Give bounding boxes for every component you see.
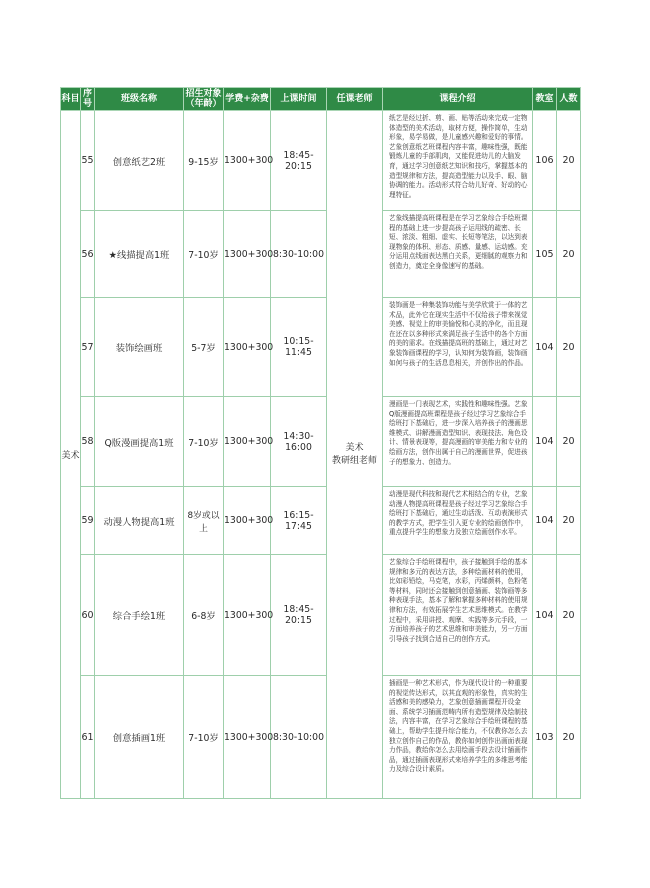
header-count: 人数 <box>557 88 581 111</box>
table-row <box>61 676 581 799</box>
header-room: 教室 <box>533 88 557 111</box>
table-row <box>61 111 581 211</box>
class-name-cell: ★线描提高1班 <box>95 211 184 298</box>
seq-cell: 56 <box>81 211 95 298</box>
count-cell: 20 <box>557 298 581 397</box>
count-cell: 20 <box>557 397 581 487</box>
intro-cell: 动漫是现代科技和现代艺术相结合的专业，艺象动漫人物提高班课程是孩子经过学习艺象综合手绘班打下基础后，通过生动活泼、互动表演形式的教学方式，把学生引入更专业的绘画创作中，重点提升学生的想象力及独立绘画创作水平。 <box>383 487 533 555</box>
table-row <box>61 211 581 298</box>
header-teacher: 任课老师 <box>327 88 383 111</box>
time-cell: 10:15-11:45 <box>271 298 327 397</box>
fee-cell: 1300+300 <box>224 676 271 799</box>
count-cell: 20 <box>557 211 581 298</box>
header-intro: 课程介绍 <box>383 88 533 111</box>
seq-cell: 57 <box>81 298 95 397</box>
class-name-cell: 动漫人物提高1班 <box>95 487 184 555</box>
seq-cell: 60 <box>81 555 95 676</box>
age-cell: 7-10岁 <box>184 211 224 298</box>
time-cell: 8:30-10:00 <box>271 211 327 298</box>
count-cell: 20 <box>557 487 581 555</box>
room-cell: 104 <box>533 397 557 487</box>
table-row <box>61 397 581 487</box>
age-cell: 7-10岁 <box>184 676 224 799</box>
subject-cell: 美术 <box>61 111 81 799</box>
header-class-name: 班级名称 <box>95 88 184 111</box>
seq-cell: 55 <box>81 111 95 211</box>
fee-cell: 1300+300 <box>224 487 271 555</box>
intro-cell: 纸艺是经过折、剪、画、贴等活动来完成一定物体造型的美术活动，取材方便，操作简单，生动形象，易学易做，是儿童感兴趣和爱好的事情。艺象创意纸艺班课程内容丰富，趣味性强，既能锻炼儿童的手部肌肉，又能促进幼儿的大脑发育，通过学习创意纸艺知识和技巧，掌握基本的造型规律和方法，提高造型能力以及手、眼、脑协调的能力。活动形式符合幼儿好奇、好动的心理特征。 <box>383 111 533 211</box>
fee-cell: 1300+300 <box>224 211 271 298</box>
room-cell: 104 <box>533 487 557 555</box>
fee-cell: 1300+300 <box>224 298 271 397</box>
intro-cell: 艺象综合手绘班课程中，孩子接触到手绘的基本规律和多元的表达方法，多种绘画材料的使用，比如彩铅绘，马克笔，水彩，丙烯颜料，色粉笔等材料，同时还会接触到创意插画、装饰画等多种表现手法，基本了解和掌握多种材料的使用规律和方法，有效拓展学生艺术思维模式。在教学过程中，采用讲授、观摩、实践等多元手段，一方面培养孩子的艺术思维和审美能力，另一方面引导孩子找到合适自己的创作方式。 <box>383 555 533 676</box>
room-cell: 104 <box>533 298 557 397</box>
fee-cell: 1300+300 <box>224 111 271 211</box>
intro-cell: 插画是一种艺术形式，作为现代设计的一种重要的视觉传达形式，以其直观的形象性，真实的生活感和美的感染力，艺象创意插画课程开设金面、系统学习插画范畴内所有造型规律及绘制技法，内容丰富，在学习艺象综合手绘班课程的基础上，帮助学生提升综合能力，不仅教你怎么去独立创作自己的作品，教你如何创作出画面表现力作品，教给你怎么去用绘画手段去设计插画作品，通过插画表现形式来培养学生的多维思考能力及综合设计素质。 <box>383 676 533 799</box>
fee-cell: 1300+300 <box>224 397 271 487</box>
room-cell: 103 <box>533 676 557 799</box>
count-cell: 20 <box>557 111 581 211</box>
room-cell: 106 <box>533 111 557 211</box>
age-cell: 6-8岁 <box>184 555 224 676</box>
seq-cell: 61 <box>81 676 95 799</box>
room-cell: 105 <box>533 211 557 298</box>
class-name-cell: Q版漫画提高1班 <box>95 397 184 487</box>
table-row <box>61 555 581 676</box>
time-cell: 8:30-10:00 <box>271 676 327 799</box>
room-cell: 104 <box>533 555 557 676</box>
age-cell: 5-7岁 <box>184 298 224 397</box>
age-cell: 9-15岁 <box>184 111 224 211</box>
age-cell: 7-10岁 <box>184 397 224 487</box>
table-header-row <box>61 88 581 111</box>
count-cell: 20 <box>557 676 581 799</box>
seq-cell: 59 <box>81 487 95 555</box>
age-cell: 8岁或以上 <box>184 487 224 555</box>
time-cell: 18:45-20:15 <box>271 111 327 211</box>
class-name-cell: 综合手绘1班 <box>95 555 184 676</box>
seq-cell: 58 <box>81 397 95 487</box>
table-row <box>61 487 581 555</box>
header-time: 上课时间 <box>271 88 327 111</box>
time-cell: 16:15-17:45 <box>271 487 327 555</box>
time-cell: 14:30-16:00 <box>271 397 327 487</box>
fee-cell: 1300+300 <box>224 555 271 676</box>
class-name-cell: 创意插画1班 <box>95 676 184 799</box>
course-table <box>60 87 581 799</box>
intro-cell: 漫画是一门表现艺术，实践性和趣味性强。艺象Q版漫画提高班课程是孩子经过学习艺象综合手绘班打下基础后，进一步深入培养孩子的漫画思维模式、讲解漫画造型知识、表现技法、角色设计、情景表现等，提高漫画的审美能力和专业的绘画方法，创作出属于自己的漫画世界，促进孩子的想象力、创造力。 <box>383 397 533 487</box>
header-fee: 学费+杂费 <box>224 88 271 111</box>
table-row <box>61 298 581 397</box>
header-subject: 科目 <box>61 88 81 111</box>
class-name-cell: 创意纸艺2班 <box>95 111 184 211</box>
count-cell: 20 <box>557 555 581 676</box>
teacher-cell: 美术 教研组老师 <box>327 111 383 799</box>
intro-cell: 装饰画是一种集装饰功能与美学欣赏于一体的艺术品，此外它在现实生活中不仅给孩子带来视觉美感、视觉上的审美愉悦和心灵的净化，而且现在还在以多种形式来满足孩子生活中的各个方面的美的需求。在线描提高班的基础上，通过对艺象装饰画课程的学习，认知何为装饰画，装饰画如何与孩子的生活息息相关，并创作出的作品。 <box>383 298 533 397</box>
class-name-cell: 装饰绘画班 <box>95 298 184 397</box>
intro-cell: 艺象线描提高班课程是在学习艺象综合手绘班课程的基础上进一步提高孩子运用线的疏密、长短、浓淡、粗细、虚实、长短等笔法，以达到表现物象的体积、形态、质感、量感、运动感。充分运用点线面表达黑白关系，更细腻的观察力和创造力，奠定全身像速写的基础。 <box>383 211 533 298</box>
header-seq: 序号 <box>81 88 95 111</box>
header-target: 招生对象 （年龄） <box>185 89 222 109</box>
time-cell: 18:45-20:15 <box>271 555 327 676</box>
